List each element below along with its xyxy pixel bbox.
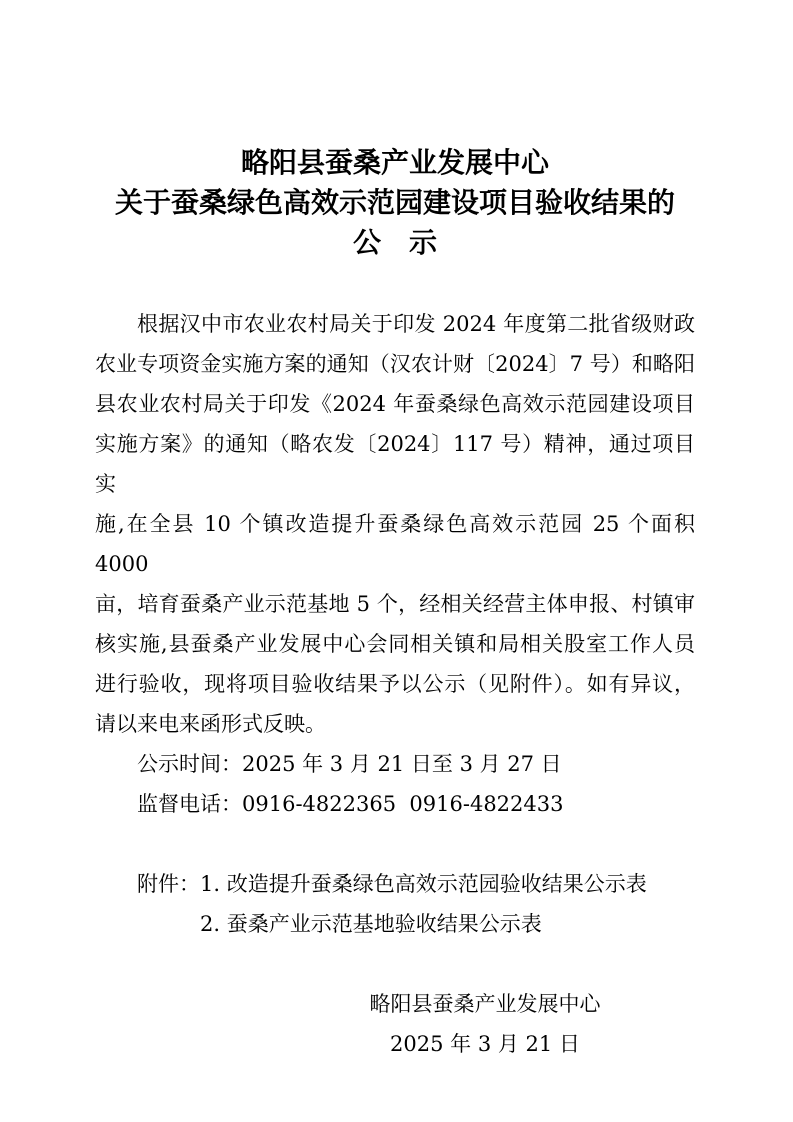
body-line-8: 进行验收，现将项目验收结果予以公示（见附件）。如有异议， (95, 672, 695, 696)
signature-date: 2025 年 3 月 21 日 (390, 1032, 580, 1056)
body-line-3: 县农业农村局关于印发《2024 年蚕桑绿色高效示范园建设项目 (95, 392, 695, 416)
signature-org: 略阳县蚕桑产业发展中心 (369, 992, 601, 1016)
signature-block (275, 984, 695, 1064)
document-title (95, 143, 695, 263)
publicity-period: 公示时间：2025 年 3 月 21 日至 3 月 27 日 (137, 752, 562, 776)
spacer (95, 944, 695, 984)
body-line-9: 请以来电来函形式反映。 (95, 712, 326, 736)
body-line-7: 核实施,县蚕桑产业发展中心会同相关镇和局相关股室工作人员 (95, 632, 695, 656)
body-line-5: 施,在全县 10 个镇改造提升蚕桑绿色高效示范园 25 个面积 4000 (95, 512, 695, 576)
body-line-6: 亩，培育蚕桑产业示范基地 5 个，经相关经营主体申报、村镇审 (95, 592, 695, 616)
body-line-1: 根据汉中市农业农村局关于印发 2024 年度第二批省级财政 (137, 312, 695, 336)
title-type-line: 公 示 (352, 226, 437, 259)
attachments-line-1: 附件：1. 改造提升蚕桑绿色高效示范园验收结果公示表 (137, 872, 647, 896)
spacer (95, 824, 695, 864)
notice-body (95, 304, 695, 1064)
body-line-2: 农业专项资金实施方案的通知（汉农计财〔2024〕7 号）和略阳 (95, 352, 695, 376)
title-org-line: 略阳县蚕桑产业发展中心 (240, 146, 549, 179)
title-subject-line: 关于蚕桑绿色高效示范园建设项目验收结果的 (114, 186, 675, 219)
attachments-line-2: 2. 蚕桑产业示范基地验收结果公示表 (200, 912, 542, 936)
body-line-4: 实施方案》的通知（略农发〔2024〕117 号）精神，通过项目实 (95, 432, 695, 496)
supervision-phone: 监督电话：0916-4822365 0916-4822433 (137, 792, 564, 816)
